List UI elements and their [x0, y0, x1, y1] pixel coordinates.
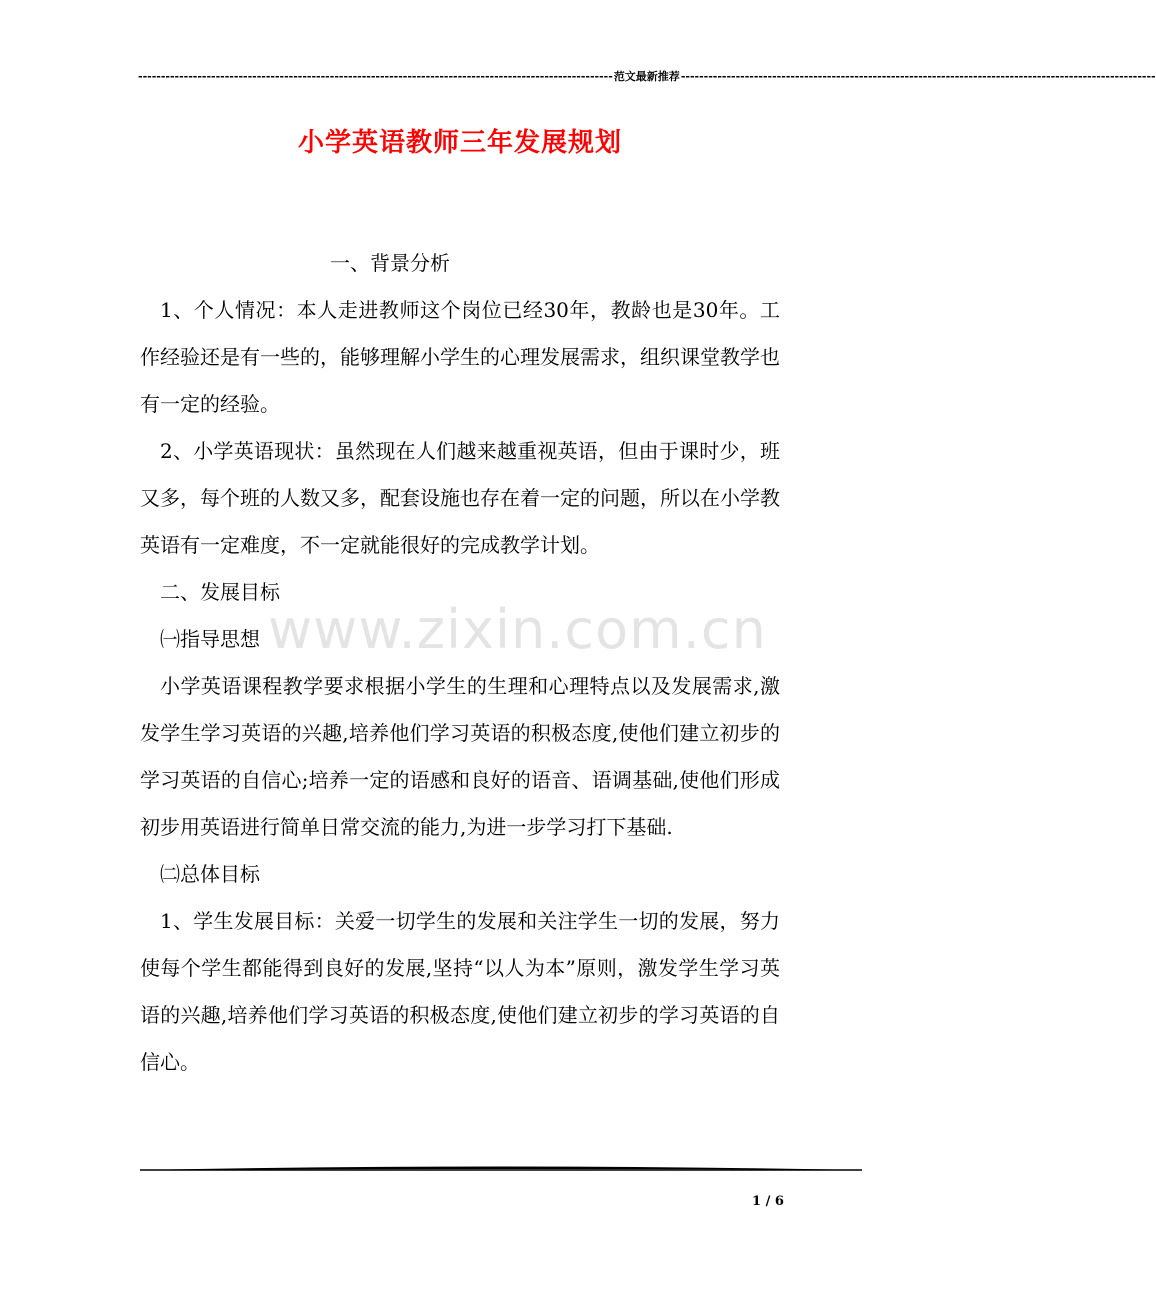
page-number: 1 / 6 [752, 1194, 784, 1209]
header-dashes-right: -------------------------------------------------------------------------------------------------------- [680, 69, 1156, 83]
header-dashes-left: -------------------------------------------------------------------------------------------------------- [138, 69, 613, 83]
footer-rule [140, 1164, 862, 1174]
paragraph-english-status: 2、小学英语现状：虽然现在人们越来越重视英语，但由于课时少，班又多，每个班的人数又多，配套设施也存在着一定的问题，所以在小学教英语有一定难度，不一定就能很好的完成教学计划。 [140, 439, 780, 557]
paragraph-personal-situation: 1、个人情况：本人走进教师这个岗位已经30年，教龄也是30年。工作经验还是有一些的，能够理解小学生的心理发展需求，组织课堂教学也有一定的经验。 [140, 298, 780, 416]
subheading-guiding-ideology: ㈠指导思想 [160, 627, 260, 651]
subheading-overall-goals: ㈡总体目标 [160, 862, 260, 886]
section-heading-goals: 二、发展目标 [160, 580, 280, 604]
paragraph-guiding-ideology: 小学英语课程教学要求根据小学生的生理和心理特点以及发展需求,激发学生学习英语的兴趣,培养他们学习英语的积极态度,使他们建立初步的学习英语的自信心;培养一定的语感和良好的语音、语调基础,使他们形成初步用英语进行简单日常交流的能力,为进一步学习打下基础. [140, 674, 780, 839]
section-heading-background: 一、背景分析 [330, 251, 450, 275]
header-rule [138, 68, 1156, 84]
watermark: www.zixin.com.cn [268, 598, 767, 661]
document-body [140, 240, 780, 1086]
document-title: 小学英语教师三年发展规划 [297, 128, 622, 158]
header-label: 范文最新推荐 [613, 70, 680, 83]
paragraph-student-goals: 1、学生发展目标：关爱一切学生的发展和关注学生一切的发展，努力使每个学生都能得到良好的发展,坚持“以人为本”原则，激发学生学习英语的兴趣,培养他们学习英语的积极态度,使他们建立初步的学习英语的自信心。 [140, 909, 780, 1074]
